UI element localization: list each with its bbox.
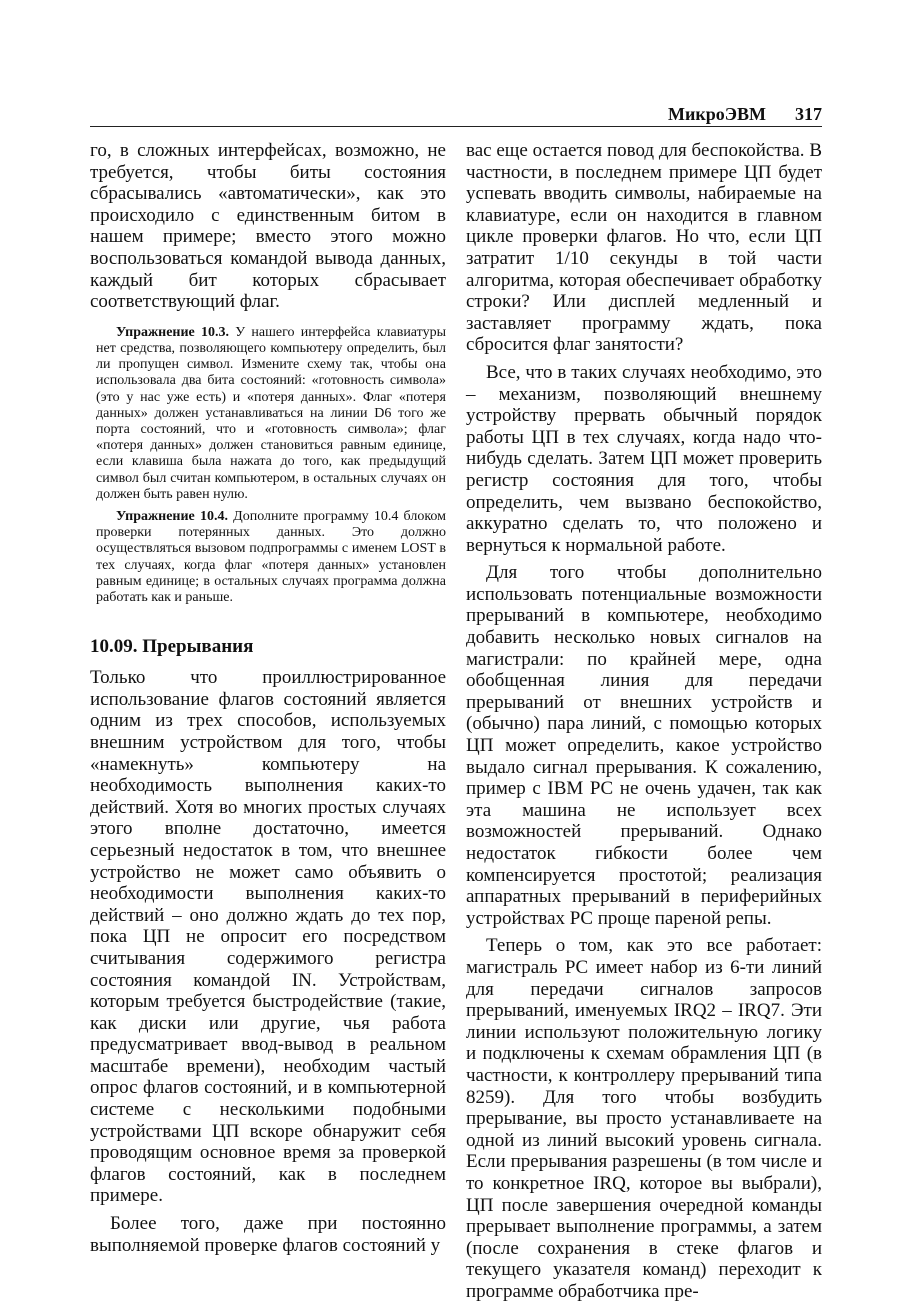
- running-title: МикроЭВМ: [668, 104, 766, 124]
- section-heading: 10.09. Прерывания: [90, 636, 254, 658]
- page-number: 317: [795, 104, 822, 124]
- left-column: [90, 140, 446, 1256]
- paragraph: Более того, даже при постоянно выполняемой проверке флагов состояний у: [90, 1213, 446, 1256]
- exercise-label: Упражнение 10.4.: [116, 508, 228, 524]
- paragraph: Для того чтобы дополнительно использовать потенциальные возможности прерываний в компьютере, необходимо добавить несколько новых сигналов на магистрали: по крайней мере, одна обобщенная линия для передачи прерываний от внешних устройств и (обычно) пара линий, с помощью которых ЦП может определить, какое устройство выдало сигнал прерывания. К сожалению, пример с IBM PC не очень удачен, так как эта машина не использует всех возможностей прерываний. Однако недостаток гибкости более чем компенсируется простотой; реализация аппаратных прерываний в периферийных устройствах PC проще пареной репы.: [466, 562, 822, 929]
- exercise-label: Упражнение 10.3.: [116, 324, 230, 340]
- running-header: [90, 100, 822, 127]
- continued-paragraph: вас еще остается повод для беспокойства. В частности, в последнем примере ЦП будет успевать вводить символы, набираемые на клавиатуре, если он находится в главном цикле проверки флагов. Но что, если ЦП затратит 1/10 секунды в той части алгоритма, которая обеспечивает обработку строки? Или дисплей медленный и заставляет программу ждать, пока сбросится флаг занятости?: [466, 140, 822, 356]
- continued-paragraph: го, в сложных интерфейсах, возможно, не требуется, чтобы биты состояния сбрасывались «автоматически», как это происходило с единственным битом в нашем примере; вместо этого можно воспользоваться командой вывода данных, каждый бит которых сбрасывает соответствующий флаг.: [90, 140, 446, 313]
- paragraph: Все, что в таких случаях необходимо, это – механизм, позволяющий внешнему устройству прервать обычный порядок работы ЦП в тех случаях, когда надо что-нибудь сделать. Затем ЦП может проверить регистр состояния для того, чтобы определить, чем вызвано беспокойство, аккуратно сделать то, что положено и вернуться к нормальной работе.: [466, 361, 822, 556]
- exercise-text: У нашего интерфейса клавиатуры нет средства, позволяющего компьютеру определить, был ли пропущен символ. Измените схему так, чтобы она использовала два бита состояний: «готовность символа» (это у нас уже есть) и «потеря данных». Флаг «потеря данных» должен устанавливаться на линии D6 того же порта состояний, что и «готовность символа»; флаг «потеря данных» должен становиться равным единице, если клавиша была нажата до того, как предыдущий символ был считан компьютером, в остальных случаях он должен быть равен нулю.: [96, 324, 447, 502]
- exercise-text: Дополните программу 10.4 блоком проверки потерянных данных. Это должно осуществляться вызовом подпрограммы с именем LOST в тех случаях, когда флаг «потеря данных» установлен равным единице; в остальных случаях программа должна работать как и раньше.: [96, 508, 446, 605]
- right-column: [466, 140, 822, 1302]
- exercise-10-4: [96, 509, 446, 606]
- paragraph: Только что проиллюстрированное использование флагов состояний является одним из трех способов, используемых внешним устройством для того, чтобы «намекнуть» компьютеру на необходимость выполнения каких-то действий. Хотя во многих простых случаях этого вполне достаточно, имеется серьезный недостаток в том, что внешнее устройство не может само объявить о необходимости выполнения каких-то действий – оно должно ждать до тех пор, пока ЦП не опросит его посредством считывания содержимого регистра состояния командой IN. Устройствам, которым требуется быстродействие (такие, как диски или другие, чья работа предусматривает ввод-вывод в реальном масштабе времени), необходим частый опрос флагов состояний, и в компьютерной системе с несколькими подобными устройствами ЦП вскоре обнаружит себя проводящим основное время за проверкой флагов состояний, как в последнем примере.: [90, 667, 446, 1207]
- exercise-10-3: [96, 325, 446, 503]
- paragraph: Теперь о том, как это все работает: магистраль PC имеет набор из 6-ти линий для передачи сигналов запросов прерываний, именуемых IRQ2 – IRQ7. Эти линии используют положительную логику и подключены к схемам обрамления ЦП (в частности, к контроллеру прерываний типа 8259). Для того чтобы возбудить прерывание, вы просто устанавливаете на одной из линий высокий уровень сигнала. Если прерывания разрешены (в том числе и то конкретное IRQ, которое вы выбрали), ЦП после завершения очередной команды прерывает выполнение программы, а затем (после сохранения в стеке флагов и текущего указателя команд) переходит к программе обработчика пре-: [466, 935, 822, 1302]
